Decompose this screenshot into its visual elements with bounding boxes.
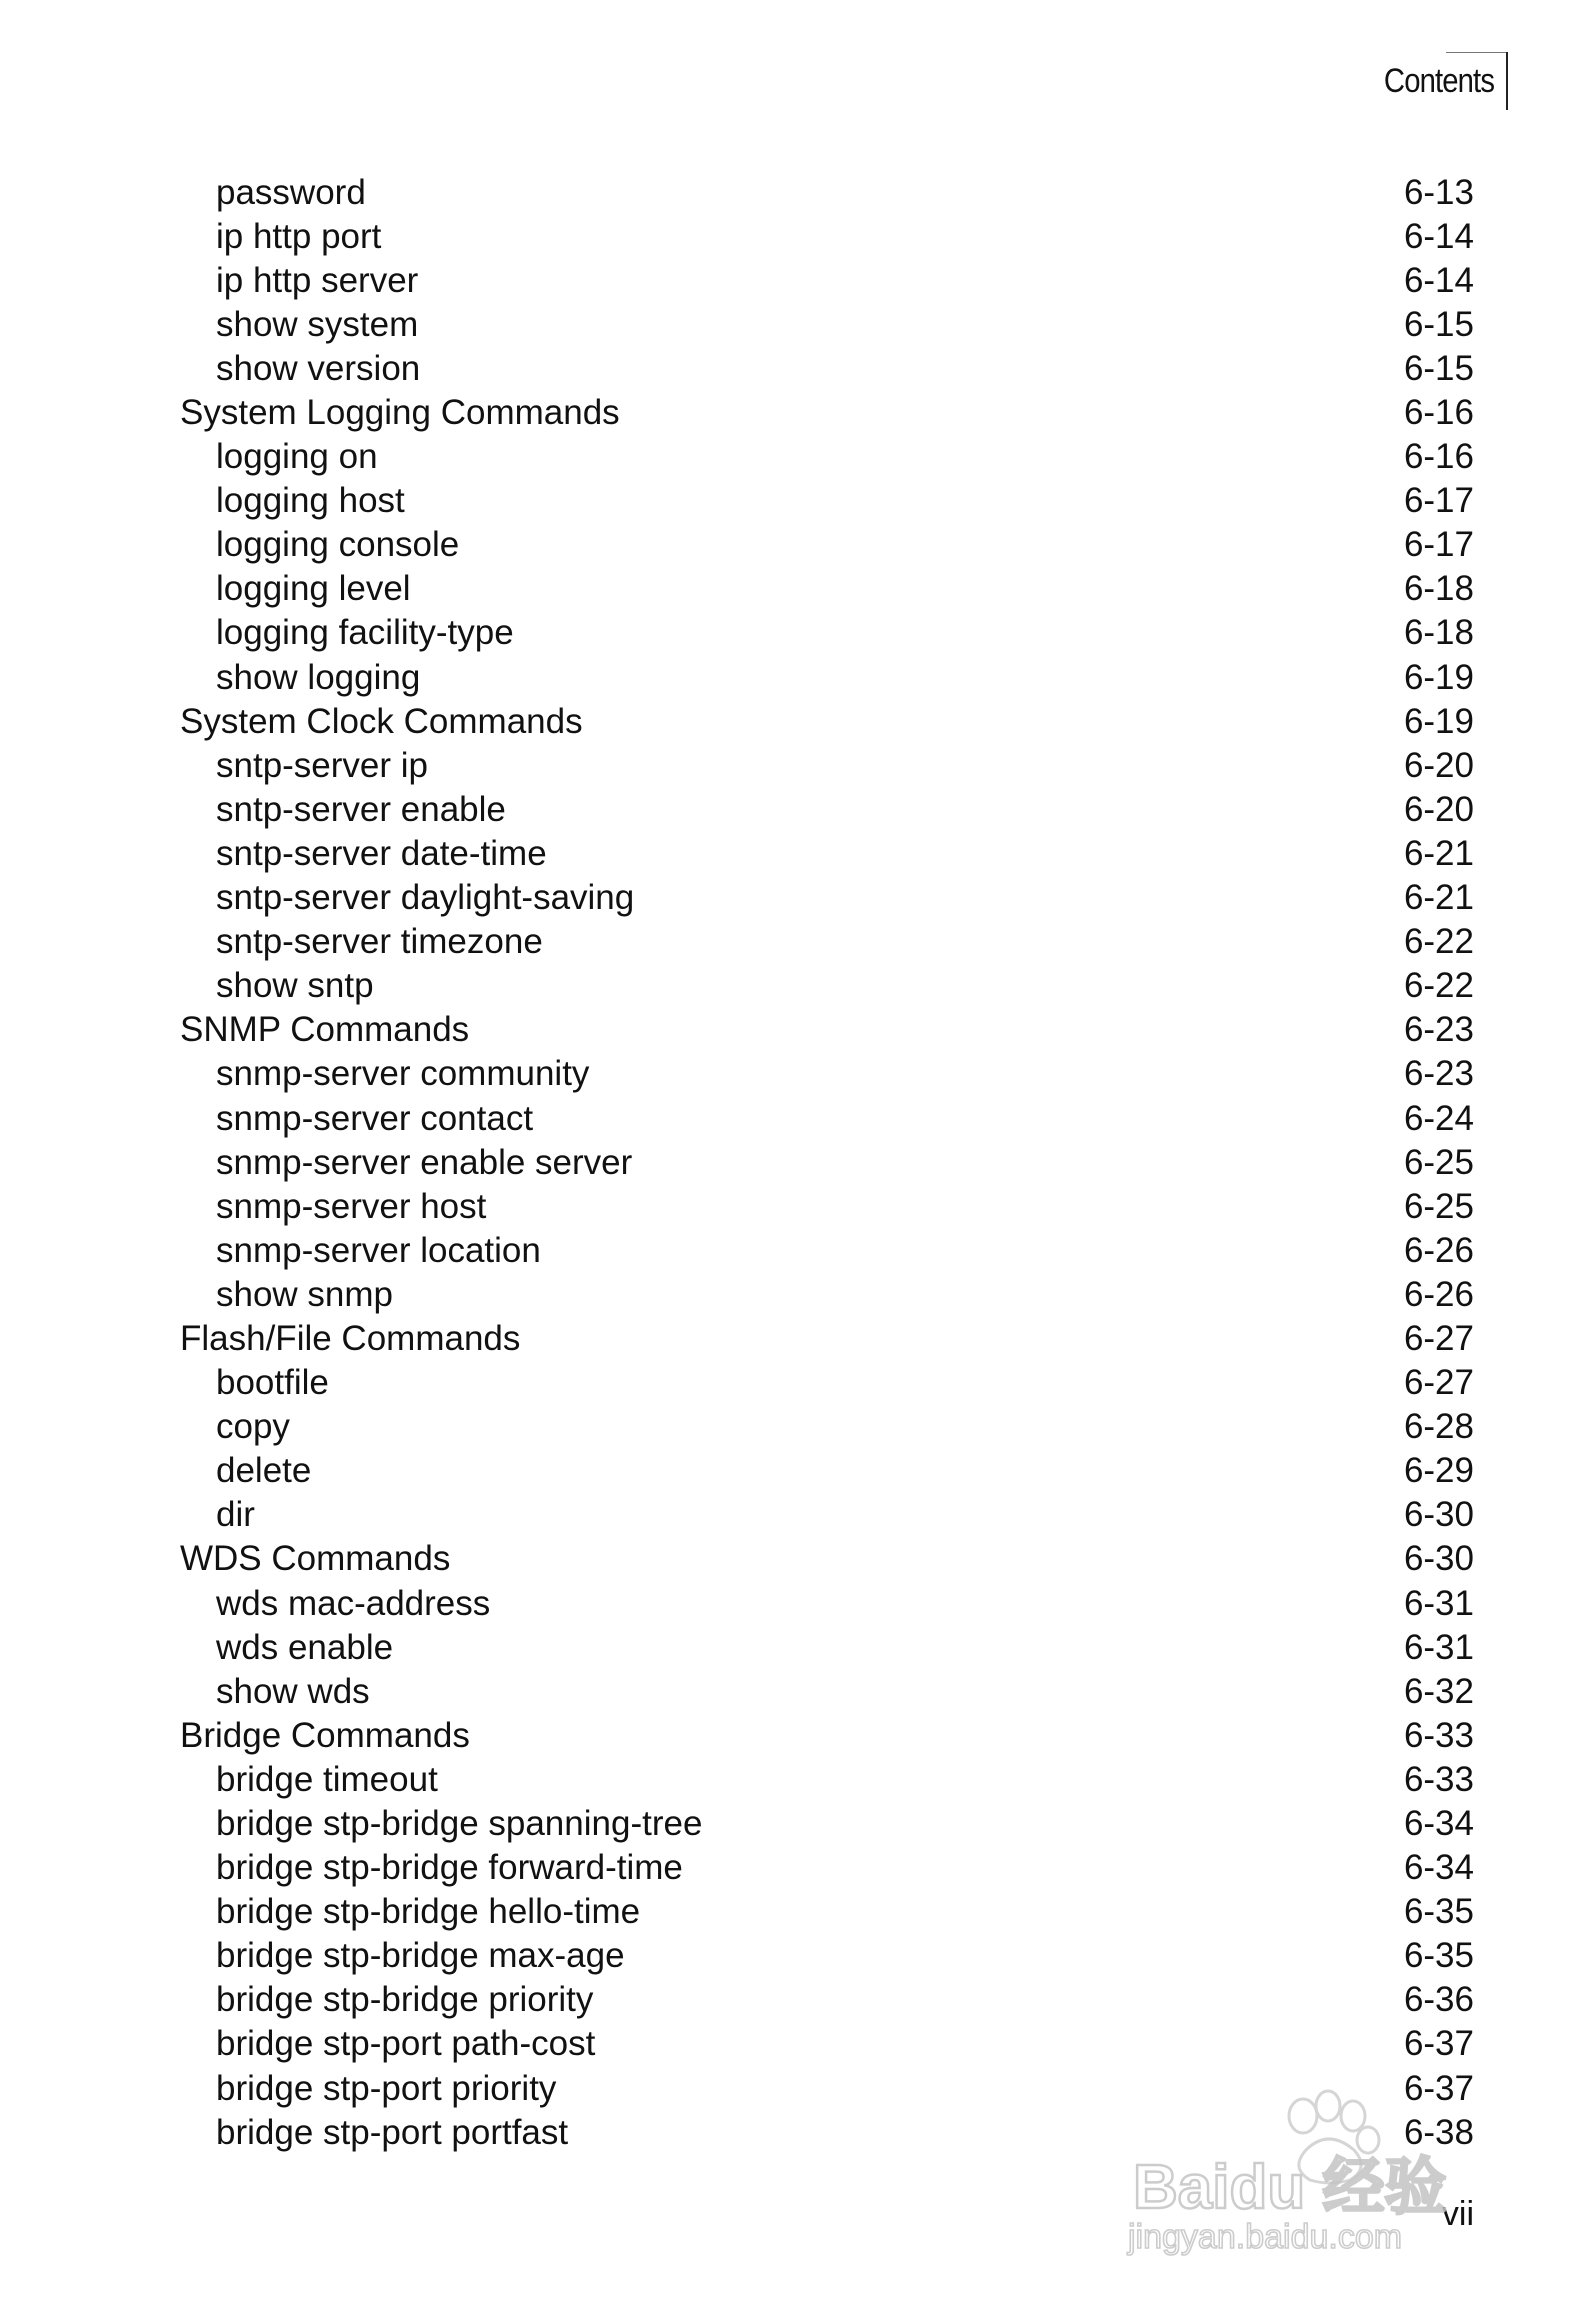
- toc-entry-label: sntp-server ip: [216, 745, 429, 785]
- toc-entry-page: 6-33: [1403, 1759, 1474, 1799]
- toc-entry[interactable]: [180, 1052, 1474, 1096]
- toc-entry-page: 6-23: [1403, 1054, 1474, 1094]
- toc-entry[interactable]: [180, 214, 1474, 258]
- toc-entry[interactable]: [180, 964, 1474, 1008]
- toc-entry-page: 6-34: [1403, 1848, 1474, 1888]
- toc-entry-page: 6-26: [1403, 1274, 1474, 1314]
- running-header: [1366, 52, 1508, 110]
- toc-entry[interactable]: [180, 1934, 1474, 1978]
- toc-entry[interactable]: [180, 1405, 1474, 1449]
- toc-entry-label: bridge stp-bridge priority: [216, 1980, 594, 2020]
- toc-entry-label: wds mac-address: [216, 1583, 491, 1623]
- toc-entry[interactable]: [180, 1140, 1474, 1184]
- toc-entry-page: 6-21: [1403, 833, 1474, 873]
- toc-entry-label: show sntp: [216, 966, 374, 1006]
- toc-entry-label: bridge stp-bridge max-age: [216, 1936, 625, 1976]
- toc-entry[interactable]: [180, 876, 1474, 920]
- toc-entry[interactable]: [180, 435, 1474, 479]
- toc-entry-label: sntp-server date-time: [216, 833, 547, 873]
- toc-entry-label: sntp-server enable: [216, 789, 506, 829]
- toc-entry[interactable]: [180, 1361, 1474, 1405]
- toc-entry-label: password: [216, 172, 366, 212]
- toc-entry-label: snmp-server contact: [216, 1098, 534, 1138]
- toc-entry[interactable]: [180, 1272, 1474, 1316]
- toc-entry[interactable]: [180, 1757, 1474, 1801]
- toc-entry-label: sntp-server daylight-saving: [216, 878, 635, 918]
- toc-entry-label: bridge stp-port portfast: [216, 2112, 569, 2152]
- toc-entry[interactable]: [180, 1625, 1474, 1669]
- toc-entry[interactable]: [180, 346, 1474, 390]
- toc-entry[interactable]: [180, 2022, 1474, 2066]
- toc-entry[interactable]: [180, 1184, 1474, 1228]
- toc-entry-label: bridge timeout: [216, 1759, 438, 1799]
- toc-entry-label: Bridge Commands: [180, 1715, 470, 1755]
- toc-entry-page: 6-15: [1403, 304, 1474, 344]
- toc-entry-page: 6-29: [1403, 1451, 1474, 1491]
- toc-entry-page: 6-32: [1403, 1671, 1474, 1711]
- toc-section-entry[interactable]: [180, 699, 1474, 743]
- toc-entry[interactable]: [180, 920, 1474, 964]
- toc-entry-label: snmp-server host: [216, 1186, 487, 1226]
- toc-entry-label: show snmp: [216, 1274, 394, 1314]
- toc-section-entry[interactable]: [180, 1008, 1474, 1052]
- toc-entry-label: WDS Commands: [180, 1539, 451, 1579]
- toc-entry-page: 6-38: [1403, 2112, 1474, 2152]
- toc-entry[interactable]: [180, 2066, 1474, 2110]
- toc-entry[interactable]: [180, 655, 1474, 699]
- toc-entry-label: show wds: [216, 1671, 370, 1711]
- toc-section-entry[interactable]: [180, 1316, 1474, 1360]
- toc-entry-page: 6-24: [1403, 1098, 1474, 1138]
- toc-entry-page: 6-26: [1403, 1230, 1474, 1270]
- toc-entry[interactable]: [180, 479, 1474, 523]
- toc-section-entry[interactable]: [180, 390, 1474, 434]
- toc-entry-label: logging console: [216, 525, 460, 565]
- toc-entry-page: 6-28: [1403, 1407, 1474, 1447]
- toc-entry-label: logging on: [216, 437, 378, 477]
- toc-entry-label: show logging: [216, 657, 421, 697]
- toc-entry[interactable]: [180, 743, 1474, 787]
- toc-entry-page: 6-19: [1403, 657, 1474, 697]
- toc-entry-page: 6-21: [1403, 878, 1474, 918]
- toc-entry-label: logging level: [216, 569, 411, 609]
- table-of-contents: [180, 170, 1474, 2154]
- toc-entry-label: dir: [216, 1495, 255, 1535]
- toc-entry-label: bridge stp-port path-cost: [216, 2024, 596, 2064]
- toc-entry-page: 6-37: [1403, 2068, 1474, 2108]
- watermark-logo-text: Baidu 经验: [1133, 2153, 1447, 2222]
- toc-entry-page: 6-35: [1403, 1892, 1474, 1932]
- toc-entry[interactable]: [180, 1581, 1474, 1625]
- toc-entry-label: snmp-server location: [216, 1230, 541, 1270]
- toc-entry-page: 6-30: [1403, 1495, 1474, 1535]
- toc-entry-page: 6-22: [1403, 966, 1474, 1006]
- toc-entry-label: snmp-server community: [216, 1054, 590, 1094]
- toc-entry-page: 6-19: [1403, 701, 1474, 741]
- toc-entry[interactable]: [180, 1801, 1474, 1845]
- header-title: Contents: [1383, 61, 1494, 100]
- toc-entry[interactable]: [180, 302, 1474, 346]
- toc-entry-page: 6-13: [1403, 172, 1474, 212]
- toc-entry-label: bootfile: [216, 1363, 329, 1403]
- toc-entry-page: 6-23: [1403, 1010, 1474, 1050]
- toc-entry-label: sntp-server timezone: [216, 922, 543, 962]
- toc-entry[interactable]: [180, 787, 1474, 831]
- toc-entry-label: bridge stp-bridge hello-time: [216, 1892, 641, 1932]
- toc-entry[interactable]: [180, 1978, 1474, 2022]
- toc-entry[interactable]: [180, 1846, 1474, 1890]
- toc-entry-label: ip http server: [216, 260, 419, 300]
- toc-entry-page: 6-17: [1403, 481, 1474, 521]
- toc-entry-page: 6-31: [1403, 1627, 1474, 1667]
- toc-section-entry[interactable]: [180, 1537, 1474, 1581]
- toc-entry-page: 6-35: [1403, 1936, 1474, 1976]
- toc-entry-page: 6-31: [1403, 1583, 1474, 1623]
- toc-entry-page: 6-36: [1403, 1980, 1474, 2020]
- toc-entry-label: System Clock Commands: [180, 701, 583, 741]
- toc-entry-page: 6-34: [1403, 1804, 1474, 1844]
- toc-entry-page: 6-20: [1403, 745, 1474, 785]
- page-number: vii: [1441, 2195, 1474, 2233]
- toc-entry[interactable]: [180, 1449, 1474, 1493]
- toc-entry[interactable]: [180, 1669, 1474, 1713]
- toc-entry[interactable]: [180, 258, 1474, 302]
- toc-entry-page: 6-33: [1403, 1715, 1474, 1755]
- toc-entry-page: 6-18: [1403, 613, 1474, 653]
- toc-entry[interactable]: [180, 1096, 1474, 1140]
- toc-entry-label: bridge stp-bridge forward-time: [216, 1848, 683, 1888]
- toc-entry-page: 6-14: [1403, 260, 1474, 300]
- toc-entry-label: copy: [216, 1407, 290, 1447]
- toc-entry-page: 6-27: [1403, 1363, 1474, 1403]
- toc-entry-page: 6-22: [1403, 922, 1474, 962]
- toc-entry-label: snmp-server enable server: [216, 1142, 633, 1182]
- toc-entry-page: 6-25: [1403, 1142, 1474, 1182]
- toc-entry-page: 6-27: [1403, 1318, 1474, 1358]
- toc-entry-page: 6-20: [1403, 789, 1474, 829]
- toc-entry[interactable]: [180, 170, 1474, 214]
- toc-entry-page: 6-16: [1403, 393, 1474, 433]
- watermark-url-text: jingyan.baidu.com: [1128, 2218, 1403, 2256]
- toc-entry[interactable]: [180, 2110, 1474, 2154]
- toc-entry[interactable]: [180, 1493, 1474, 1537]
- toc-entry-label: bridge stp-bridge spanning-tree: [216, 1804, 703, 1844]
- toc-entry[interactable]: [180, 611, 1474, 655]
- toc-entry-label: delete: [216, 1451, 312, 1491]
- toc-entry[interactable]: [180, 1890, 1474, 1934]
- toc-entry-page: 6-16: [1403, 437, 1474, 477]
- toc-section-entry[interactable]: [180, 1713, 1474, 1757]
- toc-entry-page: 6-15: [1403, 348, 1474, 388]
- toc-entry[interactable]: [180, 567, 1474, 611]
- toc-entry-page: 6-17: [1403, 525, 1474, 565]
- toc-entry-label: SNMP Commands: [180, 1010, 470, 1050]
- toc-entry-label: logging host: [216, 481, 405, 521]
- toc-entry-label: show version: [216, 348, 421, 388]
- toc-entry-page: 6-25: [1403, 1186, 1474, 1226]
- toc-entry-page: 6-18: [1403, 569, 1474, 609]
- toc-entry-page: 6-37: [1403, 2024, 1474, 2064]
- toc-entry-label: bridge stp-port priority: [216, 2068, 557, 2108]
- toc-entry-page: 6-14: [1403, 216, 1474, 256]
- toc-entry-page: 6-30: [1403, 1539, 1474, 1579]
- toc-entry[interactable]: [180, 831, 1474, 875]
- toc-entry-label: ip http port: [216, 216, 382, 256]
- toc-entry-label: System Logging Commands: [180, 393, 620, 433]
- toc-entry[interactable]: [180, 1228, 1474, 1272]
- toc-entry-label: wds enable: [216, 1627, 394, 1667]
- toc-entry-label: Flash/File Commands: [180, 1318, 521, 1358]
- toc-entry-label: show system: [216, 304, 419, 344]
- toc-entry[interactable]: [180, 523, 1474, 567]
- toc-entry-label: logging facility-type: [216, 613, 514, 653]
